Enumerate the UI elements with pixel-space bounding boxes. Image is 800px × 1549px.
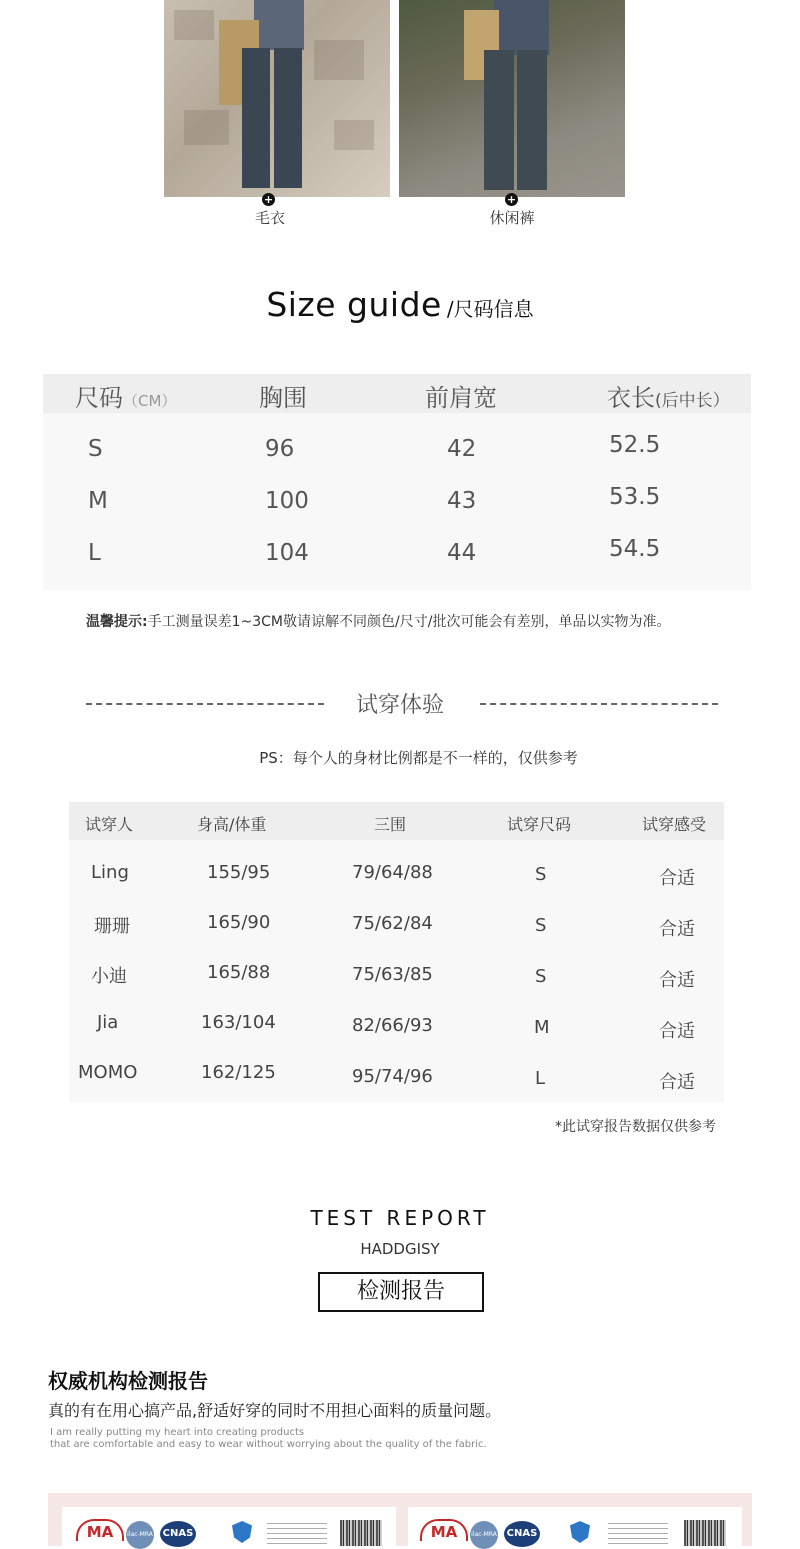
header-length-note: (后中长） <box>655 391 730 411</box>
header-chest: 胸围 <box>259 384 307 412</box>
divider-left <box>86 703 324 705</box>
certificate-strip <box>48 1493 752 1546</box>
size-cell: L <box>88 540 101 566</box>
product-caption-pants: 休闲裤 <box>489 209 535 227</box>
try-size-cell: S <box>535 915 547 936</box>
header-length-label: 衣长 <box>607 384 655 412</box>
ma-logo: MA <box>420 1519 468 1541</box>
tester-name: Ling <box>91 862 129 883</box>
header-length <box>607 378 730 413</box>
try-on-ps: PS：每个人的身材比例都是不一样的，仅供参考 <box>259 749 578 767</box>
test-report-box: 检测报告 <box>318 1272 484 1312</box>
length-cell: 54.5 <box>609 536 661 562</box>
measurements-cell: 79/64/88 <box>352 862 433 883</box>
authority-en-line1: I am really putting my heart into creating products <box>50 1427 305 1438</box>
header-feeling: 试穿感受 <box>642 815 707 834</box>
pants-photo[interactable] <box>399 0 625 197</box>
tester-name: 珊珊 <box>94 916 130 937</box>
height-weight-cell: 165/90 <box>207 912 271 933</box>
try-on-title: 试穿体验 <box>355 693 444 718</box>
brand-name: HADDGISY <box>360 1240 440 1258</box>
size-table <box>43 374 751 590</box>
feeling-cell: 合适 <box>659 919 695 940</box>
height-weight-cell: 165/88 <box>207 962 271 983</box>
try-size-cell: M <box>534 1017 550 1038</box>
feeling-cell: 合适 <box>659 970 695 991</box>
header-size <box>75 378 176 413</box>
try-on-table <box>69 802 724 1102</box>
chest-cell: 96 <box>265 436 295 462</box>
header-unit: （CM） <box>123 392 177 410</box>
shoulder-cell: 44 <box>447 540 477 566</box>
wall-tile <box>184 110 229 145</box>
size-guide-title-cn: /尺码信息 <box>446 297 534 321</box>
try-size-cell: S <box>535 864 547 885</box>
wall-tile <box>174 10 214 40</box>
authority-subtitle: 真的有在用心搞产品,舒适好穿的同时不用担心面料的质量问题。 <box>48 1401 502 1420</box>
header-tester: 试穿人 <box>85 815 134 834</box>
tester-name: MOMO <box>78 1062 138 1083</box>
divider-right <box>480 703 718 705</box>
report-text-lines <box>267 1523 327 1545</box>
try-size-cell: S <box>535 966 547 987</box>
header-height-weight: 身高/体重 <box>197 815 267 834</box>
model-pants <box>242 48 270 188</box>
feeling-cell: 合适 <box>659 1021 695 1042</box>
model-sweater <box>494 0 549 55</box>
sweater-photo[interactable] <box>164 0 390 197</box>
product-caption-sweater: 毛衣 <box>254 209 285 227</box>
authority-en-line2: that are comfortable and easy to wear without worrying about the quality of the fabric. <box>50 1439 487 1450</box>
measurements-cell: 75/62/84 <box>352 913 433 934</box>
try-on-note: *此试穿报告数据仅供参考 <box>555 1119 716 1135</box>
authority-title: 权威机构检测报告 <box>48 1369 208 1393</box>
size-cell: M <box>88 488 108 514</box>
tip-text: 手工测量误差1~3CM敬请谅解不同颜色/尺寸/批次可能会有差别，单品以实物为准。 <box>147 614 671 630</box>
model-pants <box>517 50 547 190</box>
size-table-header <box>43 374 751 413</box>
shoulder-cell: 43 <box>447 488 477 514</box>
cnas-logo: CNAS <box>504 1521 540 1547</box>
try-size-cell: L <box>535 1068 546 1089</box>
ma-logo: MA <box>76 1519 124 1541</box>
length-cell: 52.5 <box>609 432 661 458</box>
size-guide-title <box>0 285 800 324</box>
model-sweater <box>254 0 304 50</box>
plus-icon[interactable]: + <box>506 193 517 206</box>
header-measurements: 三围 <box>374 815 407 834</box>
feeling-cell: 合适 <box>659 1072 695 1093</box>
header-try-size: 试穿尺码 <box>507 815 572 834</box>
shield-icon <box>570 1521 590 1543</box>
certificate-card[interactable] <box>408 1507 742 1546</box>
ilac-logo: ilac-MRA <box>470 1521 498 1549</box>
cnas-logo: CNAS <box>160 1521 196 1547</box>
measurements-cell: 82/66/93 <box>352 1015 433 1036</box>
header-size-label: 尺码 <box>75 384 123 412</box>
feeling-cell: 合适 <box>659 868 695 889</box>
plus-icon[interactable]: + <box>263 193 274 206</box>
measurements-cell: 75/63/85 <box>352 964 433 985</box>
size-tip <box>86 611 670 631</box>
model-pants <box>484 50 514 190</box>
model-pants <box>274 48 302 188</box>
tip-label: 温馨提示: <box>86 614 148 630</box>
shoulder-cell: 42 <box>447 436 477 462</box>
header-shoulder: 前肩宽 <box>425 384 497 412</box>
barcode-icon <box>340 1520 382 1546</box>
measurements-cell: 95/74/96 <box>352 1066 433 1087</box>
size-cell: S <box>88 436 103 462</box>
ilac-logo: ilac-MRA <box>126 1521 154 1549</box>
length-cell: 53.5 <box>609 484 661 510</box>
chest-cell: 100 <box>265 488 309 514</box>
height-weight-cell: 155/95 <box>207 862 271 883</box>
height-weight-cell: 163/104 <box>201 1012 276 1033</box>
tester-name: Jia <box>97 1012 119 1033</box>
barcode-icon <box>684 1520 726 1546</box>
test-report-title: TEST REPORT <box>310 1206 490 1230</box>
chest-cell: 104 <box>265 540 309 566</box>
height-weight-cell: 162/125 <box>201 1062 276 1083</box>
shield-icon <box>232 1521 252 1543</box>
certificate-card[interactable] <box>62 1507 396 1546</box>
size-guide-title-en: Size guide <box>266 285 442 324</box>
wall-tile <box>334 120 374 150</box>
try-on-header <box>69 802 724 840</box>
tester-name: 小迪 <box>91 966 127 987</box>
report-text-lines <box>608 1523 668 1545</box>
wall-tile <box>314 40 364 80</box>
